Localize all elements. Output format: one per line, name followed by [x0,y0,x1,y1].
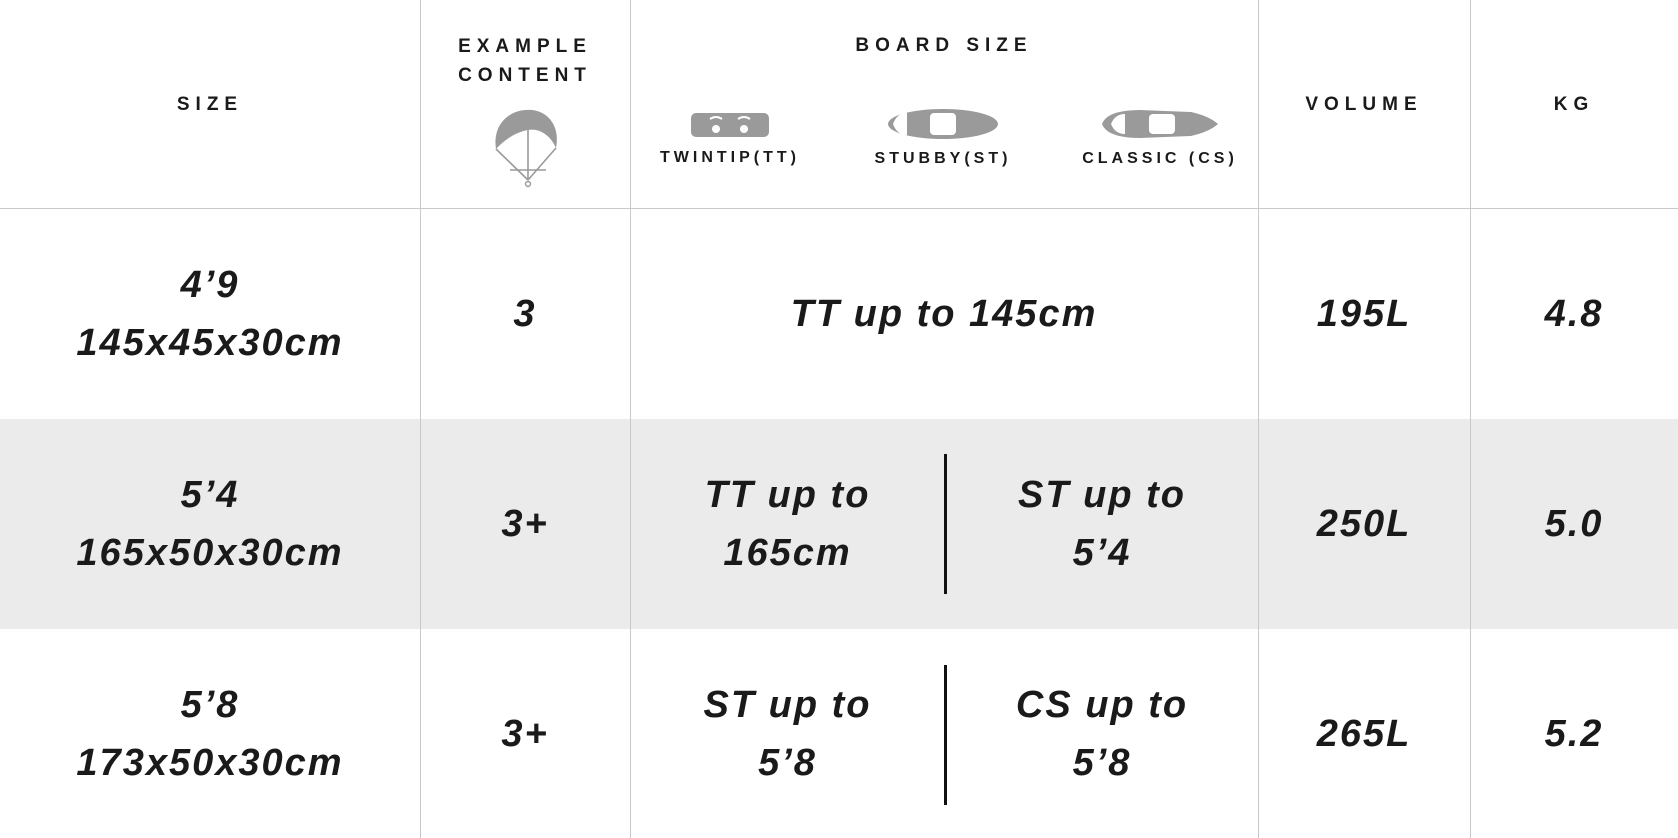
row-board-left-line2: 165cm [723,532,852,574]
row-kg-cell [1470,419,1678,629]
row-content-cell [420,208,630,419]
header-volume-cell [1258,0,1470,208]
twintip-board-icon [690,111,770,139]
kite-icon [490,104,560,188]
row-content-value: 3+ [501,712,549,755]
header-board-size-cell [630,0,1258,208]
row-size-cell [0,629,420,838]
row-board-left-line1: TT up to [704,474,871,516]
board-label-stubby: STUBBY(ST) [874,150,1012,167]
board-label-classic: CLASSIC (CS) [1082,150,1238,167]
row-board-right-line2: 5’8 [1072,741,1132,784]
row-content-value: 3+ [501,503,549,545]
column-divider [420,0,421,838]
row-board-right-line1: CS up to [1015,683,1189,726]
row-content-cell [420,419,630,629]
row-board-value: TT up to 145cm [790,292,1098,335]
header-board-size-label: BOARD SIZE [855,35,1033,56]
column-divider [1470,0,1471,838]
header-divider [0,208,1678,209]
stubby-board-icon [887,108,999,140]
column-divider [630,0,631,838]
row-kg-value: 5.2 [1544,712,1604,755]
row-volume-cell [1258,208,1470,419]
row-size-cell [0,208,420,419]
table-header-row [0,0,1678,208]
row-board-right-line1: ST up to [1018,474,1186,516]
row-kg-value: 5.0 [1544,503,1604,545]
board-label-twintip: TWINTIP(TT) [660,149,800,166]
row-board-right-cell [946,629,1258,838]
row-kg-cell [1470,629,1678,838]
row-board-left-line1: ST up to [703,683,872,726]
header-example-content-label: EXAMPLE CONTENT [458,36,592,86]
row-volume-value: 195L [1316,292,1412,335]
row-board-right-line2: 5’4 [1072,532,1132,574]
row-size-feet: 4’9 [180,263,240,306]
board-type-stubby [868,108,1018,168]
header-volume-label: VOLUME [1305,93,1423,115]
board-type-classic [1070,108,1250,168]
row-size-dimensions: 173x50x30cm [76,741,344,784]
header-size-label: SIZE [176,93,244,115]
table-row [0,419,1678,629]
row-size-dimensions: 165x50x30cm [76,532,344,574]
header-kg-cell [1470,0,1678,208]
table-row [0,208,1678,419]
row-board-left-cell [630,419,945,629]
header-size-cell [0,0,420,208]
row-kg-value: 4.8 [1544,292,1604,335]
row-size-dimensions: 145x45x30cm [76,321,344,364]
row-kg-cell [1470,208,1678,419]
column-divider [1258,0,1259,838]
row-board-cell [630,208,1258,419]
table-row [0,629,1678,838]
row-board-left-cell [630,629,945,838]
row-size-feet: 5’4 [180,474,240,516]
row-volume-cell [1258,419,1470,629]
header-example-content-cell [420,0,630,208]
header-kg-label: KG [1553,93,1595,115]
row-volume-value: 250L [1316,503,1412,545]
row-size-feet: 5’8 [180,683,240,726]
classic-board-icon [1101,108,1219,140]
row-volume-cell [1258,629,1470,838]
row-board-right-cell [946,419,1258,629]
row-volume-value: 265L [1316,712,1412,755]
board-type-twintip [660,111,800,167]
row-content-cell [420,629,630,838]
row-size-cell [0,419,420,629]
row-content-value: 3 [513,292,537,335]
row-board-left-line2: 5’8 [758,741,817,784]
